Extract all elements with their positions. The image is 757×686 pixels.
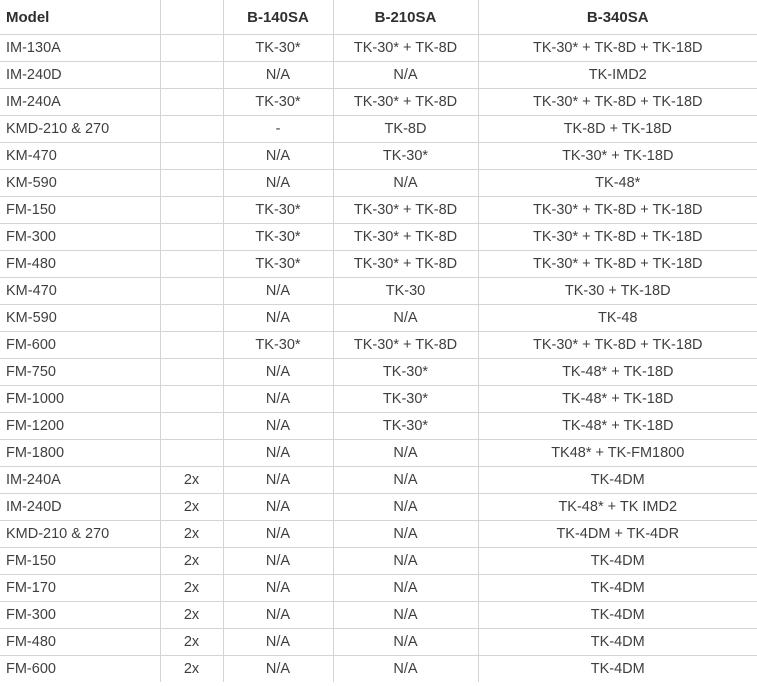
table-row <box>0 305 757 332</box>
cell-model: FM-150 <box>0 197 160 224</box>
column-header-b140sa: B-140SA <box>223 0 333 35</box>
cell-quantity <box>160 197 223 224</box>
cell-b340sa: TK-30* + TK-18D <box>478 143 757 170</box>
cell-b340sa: TK-30* + TK-8D + TK-18D <box>478 251 757 278</box>
table-header <box>0 0 757 35</box>
cell-quantity <box>160 305 223 332</box>
cell-b340sa: TK-48* <box>478 170 757 197</box>
cell-model: FM-1000 <box>0 386 160 413</box>
cell-b140sa: TK-30* <box>223 332 333 359</box>
cell-model: KM-470 <box>0 143 160 170</box>
cell-b340sa: TK-4DM <box>478 575 757 602</box>
cell-b210sa: TK-30* + TK-8D <box>333 332 478 359</box>
cell-b210sa: TK-30* <box>333 386 478 413</box>
cell-b140sa: N/A <box>223 521 333 548</box>
cell-model: FM-1800 <box>0 440 160 467</box>
cell-quantity <box>160 224 223 251</box>
cell-b210sa: TK-30* <box>333 143 478 170</box>
cell-quantity <box>160 332 223 359</box>
cell-model: IM-240A <box>0 467 160 494</box>
cell-b140sa: N/A <box>223 575 333 602</box>
cell-b340sa: TK-IMD2 <box>478 62 757 89</box>
cell-model: KM-590 <box>0 305 160 332</box>
column-header-model: Model <box>0 0 160 35</box>
cell-b210sa: TK-30* <box>333 359 478 386</box>
cell-b210sa: TK-8D <box>333 116 478 143</box>
cell-b140sa: TK-30* <box>223 224 333 251</box>
cell-b210sa: TK-30* + TK-8D <box>333 89 478 116</box>
cell-b140sa: N/A <box>223 143 333 170</box>
cell-model: KM-590 <box>0 170 160 197</box>
table-header-row <box>0 0 757 35</box>
cell-b210sa: TK-30 <box>333 278 478 305</box>
cell-quantity: 2x <box>160 494 223 521</box>
cell-b140sa: N/A <box>223 278 333 305</box>
cell-b340sa: TK-48* + TK-18D <box>478 386 757 413</box>
cell-model: FM-600 <box>0 656 160 683</box>
cell-model: KMD-210 & 270 <box>0 521 160 548</box>
table-row <box>0 413 757 440</box>
cell-b140sa: N/A <box>223 305 333 332</box>
cell-b340sa: TK-4DM <box>478 467 757 494</box>
table-row <box>0 170 757 197</box>
table-row <box>0 521 757 548</box>
cell-b210sa: TK-30* + TK-8D <box>333 251 478 278</box>
cell-b140sa: N/A <box>223 359 333 386</box>
table-row <box>0 89 757 116</box>
cell-b340sa: TK-48* + TK-18D <box>478 359 757 386</box>
cell-b210sa: N/A <box>333 548 478 575</box>
cell-b210sa: TK-30* <box>333 413 478 440</box>
cell-b140sa: N/A <box>223 629 333 656</box>
table-row <box>0 386 757 413</box>
table-row <box>0 332 757 359</box>
cell-b340sa: TK-48* + TK-18D <box>478 413 757 440</box>
cell-b340sa: TK-30* + TK-8D + TK-18D <box>478 35 757 62</box>
cell-model: IM-240D <box>0 62 160 89</box>
cell-b210sa: N/A <box>333 629 478 656</box>
cell-b140sa: TK-30* <box>223 251 333 278</box>
cell-b210sa: N/A <box>333 575 478 602</box>
table-row <box>0 548 757 575</box>
cell-model: FM-480 <box>0 629 160 656</box>
cell-b340sa: TK-30* + TK-8D + TK-18D <box>478 332 757 359</box>
cell-quantity <box>160 35 223 62</box>
column-header-quantity <box>160 0 223 35</box>
cell-model: KMD-210 & 270 <box>0 116 160 143</box>
cell-quantity <box>160 116 223 143</box>
cell-quantity <box>160 413 223 440</box>
cell-model: FM-150 <box>0 548 160 575</box>
cell-b210sa: TK-30* + TK-8D <box>333 197 478 224</box>
table-row <box>0 62 757 89</box>
cell-b140sa: N/A <box>223 548 333 575</box>
cell-quantity: 2x <box>160 467 223 494</box>
cell-quantity: 2x <box>160 602 223 629</box>
table-row <box>0 35 757 62</box>
column-header-b210sa: B-210SA <box>333 0 478 35</box>
cell-model: IM-130A <box>0 35 160 62</box>
cell-quantity <box>160 386 223 413</box>
cell-b340sa: TK-30* + TK-8D + TK-18D <box>478 89 757 116</box>
cell-b210sa: TK-30* + TK-8D <box>333 35 478 62</box>
cell-b340sa: TK-4DM <box>478 602 757 629</box>
cell-b210sa: N/A <box>333 467 478 494</box>
cell-b140sa: N/A <box>223 170 333 197</box>
cell-b340sa: TK-30* + TK-8D + TK-18D <box>478 224 757 251</box>
cell-model: FM-750 <box>0 359 160 386</box>
cell-quantity: 2x <box>160 656 223 683</box>
cell-b210sa: N/A <box>333 170 478 197</box>
cell-b140sa: TK-30* <box>223 35 333 62</box>
cell-model: FM-170 <box>0 575 160 602</box>
cell-quantity <box>160 170 223 197</box>
table-row <box>0 467 757 494</box>
table-body <box>0 35 757 683</box>
cell-b340sa: TK-4DM <box>478 548 757 575</box>
cell-model: IM-240A <box>0 89 160 116</box>
cell-b140sa: TK-30* <box>223 197 333 224</box>
cell-quantity <box>160 251 223 278</box>
cell-b210sa: N/A <box>333 602 478 629</box>
cell-b340sa: TK-48 <box>478 305 757 332</box>
cell-quantity <box>160 359 223 386</box>
cell-b140sa: N/A <box>223 602 333 629</box>
table-row <box>0 143 757 170</box>
cell-quantity: 2x <box>160 548 223 575</box>
table-row <box>0 440 757 467</box>
table-row <box>0 575 757 602</box>
cell-b140sa: N/A <box>223 494 333 521</box>
cell-quantity <box>160 440 223 467</box>
cell-b210sa: N/A <box>333 521 478 548</box>
cell-b140sa: N/A <box>223 440 333 467</box>
cell-b340sa: TK-4DM <box>478 629 757 656</box>
cell-b340sa: TK-8D + TK-18D <box>478 116 757 143</box>
table-row <box>0 359 757 386</box>
cell-quantity <box>160 143 223 170</box>
cell-quantity: 2x <box>160 629 223 656</box>
cell-b210sa: TK-30* + TK-8D <box>333 224 478 251</box>
cell-b340sa: TK-48* + TK IMD2 <box>478 494 757 521</box>
table-row <box>0 656 757 683</box>
cell-model: IM-240D <box>0 494 160 521</box>
cell-quantity <box>160 62 223 89</box>
table-row <box>0 251 757 278</box>
table-row <box>0 602 757 629</box>
cell-b340sa: TK-30* + TK-8D + TK-18D <box>478 197 757 224</box>
cell-quantity <box>160 278 223 305</box>
cell-model: KM-470 <box>0 278 160 305</box>
cell-b340sa: TK-4DM <box>478 656 757 683</box>
cell-b340sa: TK-4DM + TK-4DR <box>478 521 757 548</box>
cell-b210sa: N/A <box>333 494 478 521</box>
cell-b210sa: N/A <box>333 656 478 683</box>
cell-b140sa: TK-30* <box>223 89 333 116</box>
cell-model: FM-600 <box>0 332 160 359</box>
cell-b140sa: N/A <box>223 413 333 440</box>
column-header-b340sa: B-340SA <box>478 0 757 35</box>
cell-b140sa: N/A <box>223 467 333 494</box>
table-row <box>0 197 757 224</box>
cell-model: FM-480 <box>0 251 160 278</box>
cell-b210sa: N/A <box>333 305 478 332</box>
cell-b340sa: TK-30 + TK-18D <box>478 278 757 305</box>
cell-quantity <box>160 89 223 116</box>
table-row <box>0 494 757 521</box>
cell-model: FM-1200 <box>0 413 160 440</box>
table-row <box>0 629 757 656</box>
cell-b140sa: - <box>223 116 333 143</box>
cell-quantity: 2x <box>160 521 223 548</box>
cell-b140sa: N/A <box>223 656 333 683</box>
cell-b340sa: TK48* + TK-FM1800 <box>478 440 757 467</box>
cell-model: FM-300 <box>0 224 160 251</box>
cell-b210sa: N/A <box>333 62 478 89</box>
table-row <box>0 278 757 305</box>
table-row <box>0 116 757 143</box>
cell-model: FM-300 <box>0 602 160 629</box>
cell-b210sa: N/A <box>333 440 478 467</box>
cell-quantity: 2x <box>160 575 223 602</box>
cell-b140sa: N/A <box>223 62 333 89</box>
table-row <box>0 224 757 251</box>
cell-b140sa: N/A <box>223 386 333 413</box>
